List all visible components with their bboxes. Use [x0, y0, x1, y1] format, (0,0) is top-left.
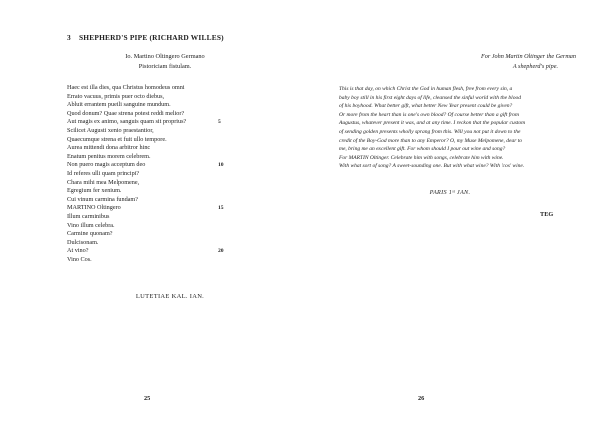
- poem-line-text: Non puero magis acceptum deo: [67, 161, 146, 169]
- prose-line: me, bring me an excellent gift. For whom should I pour out wine and song?: [339, 146, 506, 153]
- latin-title-line-2: Pistoriciam fistulam.: [138, 63, 192, 70]
- poem-line: [67, 118, 237, 127]
- poem-line: [67, 239, 237, 248]
- poem-line: [67, 153, 237, 162]
- poem-line-text: Egregium fer xenium.: [67, 187, 122, 195]
- poem-line: [67, 222, 237, 231]
- line-number: 20: [218, 248, 224, 255]
- poem-line-text: Quaecumque strena et fuit ullo tempore.: [67, 135, 167, 143]
- poem-line: [67, 101, 237, 110]
- poem-line: [67, 256, 237, 265]
- poem-line-text: Aut magis ex animo, sanguis quam sit proprius?: [67, 118, 187, 126]
- line-number: 5: [218, 119, 221, 126]
- poem-line-text: Enatum penitus morem celebrem.: [67, 152, 151, 160]
- poem-line: [67, 110, 237, 119]
- poem-line: [67, 84, 237, 93]
- poem-line-text: Vino Cos.: [67, 255, 92, 263]
- prose-line: baby boy still in his first eight days of life, cleansed the sinful world with the blood: [339, 94, 521, 101]
- poem-line-text: Haec est illa dies, qua Christus homodeus omni: [67, 84, 185, 91]
- line-number: 10: [218, 162, 224, 169]
- prose-line: of his boyhood. What better gift, what better New Year present could be given?: [339, 103, 513, 110]
- latin-poem: [67, 84, 237, 264]
- prose-line: of sending golden presents wholly sprang from this. Will you not put it down to the: [339, 128, 521, 135]
- section-title: SHEPHERD'S PIPE (RICHARD WILLES): [78, 33, 224, 42]
- poem-line: [67, 230, 237, 239]
- poem-line-text: Chara mihi mea Melpomene,: [67, 178, 140, 186]
- poem-line-text: Scilicet Augusti xenio praestantior,: [67, 126, 154, 134]
- prose-line: For MARTIN Oltinger. Celebrate him with songs, celebrate him with wine.: [339, 154, 504, 161]
- poem-line: [67, 204, 237, 213]
- page-number-left: 25: [144, 395, 151, 402]
- poem-line: [67, 127, 237, 136]
- poem-line: [67, 187, 237, 196]
- english-title-line-2: A shepherd's pipe.: [512, 63, 558, 70]
- prose-line: Augustus, whatever present it was, and at any time. I reckon that the popular custom: [339, 120, 526, 127]
- poem-line-text: At vino?: [67, 247, 89, 255]
- poem-line: [67, 161, 237, 170]
- english-dateline: PARIS 1ˢᵗ JAN.: [429, 189, 471, 196]
- poem-line-text: Carmine quonam?: [67, 230, 113, 238]
- page-number-right: 26: [418, 395, 425, 402]
- prose-line: Or more from the heart than is one's own blood? Of course better than a gift from: [339, 111, 519, 118]
- poem-line-text: Quod donum? Quae strena potest reddi melior?: [67, 109, 185, 117]
- line-number: 15: [218, 205, 224, 212]
- poem-line-text: Abluit errantem pueili sanguine mundum.: [67, 101, 171, 109]
- poem-line: [67, 247, 237, 256]
- poem-line: [67, 213, 237, 222]
- prose-line: This is that day, on which Christ the God in human flesh, free from every sin, a: [339, 86, 513, 92]
- poem-line-text: Aurea mittendi dona arbitror hinc: [67, 144, 151, 152]
- english-translation: [339, 85, 577, 171]
- poem-line: [67, 170, 237, 179]
- english-title-line-1: For John Martin Oltinger the German: [480, 53, 576, 60]
- poem-line-text: Vino illum celebra.: [67, 221, 115, 229]
- poem-line-text: Dulcisonam.: [67, 238, 99, 246]
- poem-line-text: Illum carminibus: [67, 212, 110, 220]
- poem-line-text: Id referes ulli quam principi?: [67, 169, 140, 177]
- poem-line: [67, 179, 237, 188]
- poem-line: [67, 136, 237, 145]
- latin-title-line-1: Io. Martino Oltingero Germano: [125, 53, 205, 60]
- section-heading: [67, 33, 224, 42]
- prose-line: credit of the Boy-God more than to any Emperor? O, my Muse Melpomene, dear to: [339, 137, 522, 144]
- poem-line-text: Cui vinum carmina fundam?: [67, 195, 138, 203]
- poem-line: [67, 144, 237, 153]
- section-number: 3: [67, 33, 71, 42]
- poem-line: [67, 196, 237, 205]
- poem-line: [67, 93, 237, 102]
- latin-dateline: LUTETIAE KAL. IAN.: [135, 293, 205, 300]
- translator-signature: TEG: [540, 211, 554, 218]
- poem-line-text: MARTINO Oltingero: [67, 204, 121, 212]
- prose-line: With what sort of song? A sweet-sounding one. But with what wine? With 'cos' wine.: [339, 163, 525, 170]
- right-page: [300, 0, 600, 425]
- poem-line-text: Errato vacuus, primis puer octo diebus,: [67, 92, 165, 100]
